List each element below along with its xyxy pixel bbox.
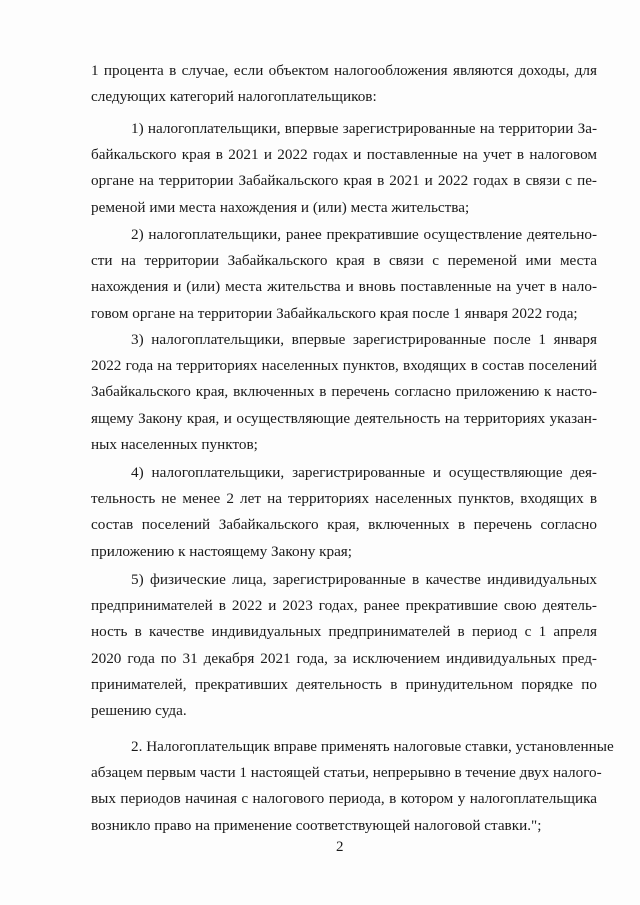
- text-line: ременой ими места нахождения и (или) места жительства;: [91, 198, 470, 216]
- text-line: вых периодов начиная с налогового периода, в котором у налогоплательщика: [91, 790, 597, 808]
- text-line: органе на территории Забайкальского края в 2021 и 2022 годах в связи с пе-: [91, 172, 597, 190]
- text-line: 2020 года по 31 декабря 2021 года, за исключением индивидуальных пред-: [91, 649, 597, 667]
- text-line: следующих категорий налогоплательщиков:: [91, 88, 377, 106]
- text-line: принимателей, прекративших деятельность в принудительном порядке по: [91, 675, 597, 693]
- text-line: 2. Налогоплательщик вправе применять налоговые ставки, установленные: [131, 738, 614, 755]
- text-line: 2) налогоплательщики, ранее прекратившие осуществление деятельно-: [131, 226, 597, 243]
- text-line: Забайкальского края, включенных в перечень согласно приложению к насто-: [91, 383, 597, 401]
- text-line: 1) налогоплательщики, впервые зарегистрированные на территории За-: [131, 120, 597, 137]
- paragraph-item-2: [91, 222, 597, 327]
- text-line: 4) налогоплательщики, зарегистрированные и осуществляющие дея-: [131, 464, 597, 481]
- paragraph-intro: [91, 58, 597, 110]
- text-line: состав поселений Забайкальского края, включенных в перечень согласно: [91, 516, 597, 534]
- paragraph-item-3: [91, 327, 597, 458]
- paragraph-item-4: [91, 460, 597, 565]
- paragraph-part-2: [91, 734, 614, 839]
- text-line: 1 процента в случае, если объектом налогообложения являются доходы, для: [91, 62, 597, 79]
- text-line: ящему Закону края, и осуществляющие деятельность на территориях указан-: [91, 409, 597, 427]
- text-line: говом органе на территории Забайкальского края после 1 января 2022 года;: [91, 304, 578, 322]
- text-line: нахождения и (или) места жительства и вновь поставленные на учет в нало-: [91, 278, 597, 296]
- text-line: байкальского края в 2021 и 2022 годах и поставленные на учет в налоговом: [91, 146, 597, 164]
- text-line: приложению к настоящему Закону края;: [91, 542, 353, 560]
- text-line: ных населенных пунктов;: [91, 435, 258, 453]
- text-line: 2022 года на территориях населенных пунктов, входящих в состав поселений: [91, 357, 597, 375]
- text-line: тельность не менее 2 лет на территориях населенных пунктов, входящих в: [91, 490, 597, 508]
- paragraph-item-5: [91, 567, 597, 724]
- text-line: решению суда.: [91, 701, 187, 719]
- text-line: предпринимателей в 2022 и 2023 годах, ранее прекратившие свою деятель-: [91, 597, 597, 615]
- text-line: абзацем первым части 1 настоящей статьи, непрерывно в течение двух налого-: [91, 764, 602, 782]
- text-line: возникло право на применение соответствующей налоговой ставки.";: [91, 816, 542, 834]
- text-line: 5) физические лица, зарегистрированные в качестве индивидуальных: [131, 571, 597, 588]
- page-number: 2: [336, 839, 344, 855]
- text-line: ность в качестве индивидуальных предпринимателей в период с 1 апреля: [91, 623, 597, 641]
- text-line: сти на территории Забайкальского края в связи с переменой ими места: [91, 252, 597, 270]
- text-line: 3) налогоплательщики, впервые зарегистрированные после 1 января: [131, 331, 597, 348]
- paragraph-item-1: [91, 116, 597, 221]
